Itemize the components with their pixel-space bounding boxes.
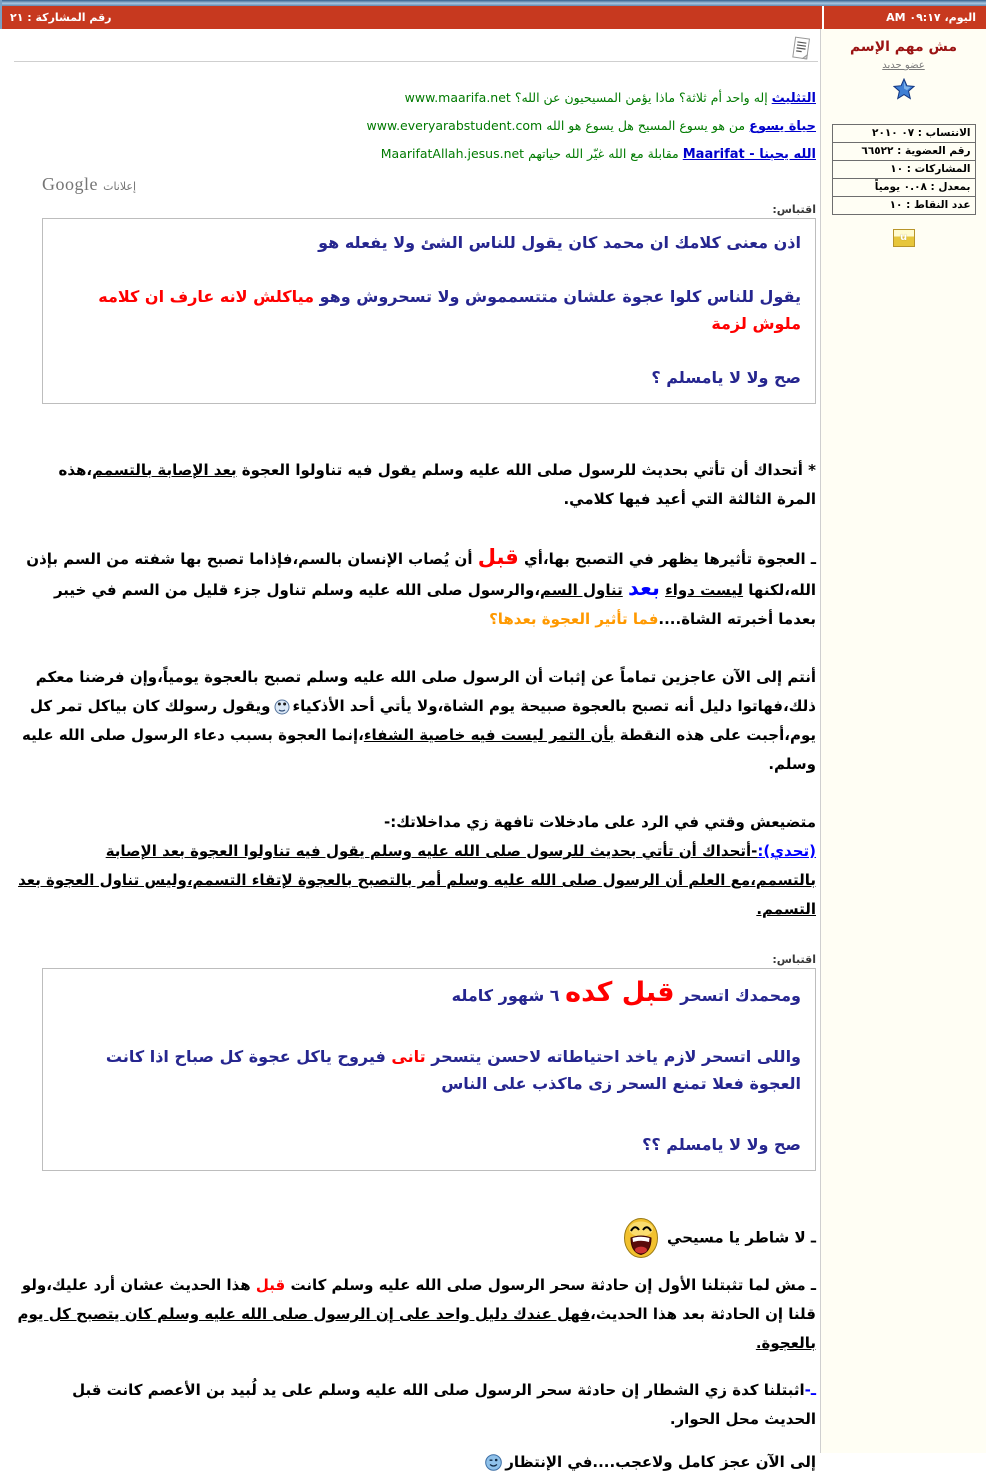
stat-post-count: المشاركات : ١٠ — [833, 161, 975, 179]
ad-title-link[interactable]: حياة يسوع — [749, 119, 816, 134]
text-segment: بعد الإصابة بالتسمم — [92, 461, 237, 479]
ad-title-link[interactable]: الله يحبنا - Maarifat — [682, 147, 816, 162]
rolleyes-emoji-icon — [271, 697, 293, 715]
text-segment: ـ العجوة تأثيرها يظهر في التصبح بها،أي — [518, 550, 816, 568]
text-segment: واللى اتسحر لازم ياخد احتياطاته لاحسن يتسحر — [425, 1047, 801, 1066]
quote-label: اقتباس: — [772, 203, 816, 216]
blue-star-icon — [821, 78, 986, 104]
quote-gap — [57, 337, 801, 364]
username-link[interactable]: مش مهم الإسم — [849, 39, 958, 55]
text-segment: فهل عندك دليل واحد على إن الرسول صلى الله عليه وسلم كان يتصبح كل يوم بالعجوة. — [17, 1305, 816, 1352]
ad-url-link[interactable]: www.maarifa.net — [404, 90, 511, 105]
post-separator — [14, 61, 818, 62]
laugh-emoji-icon — [620, 1229, 662, 1247]
ad-description: من هو يسوع المسيح هل يسوع هو الله — [546, 118, 746, 133]
quote-line — [57, 1043, 801, 1097]
post-document-icon — [790, 36, 812, 66]
post-paragraph — [16, 663, 816, 779]
text-segment: مياكلش لانه عارف ان كلامه ملوش لزمة — [98, 287, 801, 333]
text-segment: ،إنما العجوة بسبب دعاء الرسول صلى الله عليه وسلم. — [22, 726, 816, 773]
text-segment: يقول للناس كلوا عجوة علشان متتسمموش ولا تسحروش وهو — [314, 287, 801, 306]
google-ads-attribution[interactable] — [42, 174, 816, 195]
quote-box — [42, 968, 816, 1171]
quote-gap — [57, 1009, 801, 1043]
text-segment: هذا الحديث عشان أرد عليك،ولو قلنا إن الحادثة بعد هذا الحديث، — [21, 1276, 816, 1323]
text-segment: ليست دواء — [665, 581, 744, 599]
quote-line — [57, 229, 801, 256]
text-segment: -أتحداك أن تأتي بحديث للرسول صلى الله عليه وسلم يقول فيه تناولوا العجوة بعد الإصابة بالتسمم،مع العلم أن الرسول صلى الله عليه وسلم أمر بالتصبح بالعجوة لإتقاء التسمم،وليس تناول العجوة بعد التسمم. — [18, 842, 816, 918]
wink-emoji-icon — [482, 1453, 505, 1471]
post-paragraph — [16, 808, 816, 837]
text-segment: صح ولا لا يامسلم ؟؟ — [642, 1135, 801, 1154]
text-segment: إلى الآن عجز كامل ولاعجب....في الإنتظار — [505, 1453, 816, 1471]
quote-line — [57, 1131, 801, 1158]
text-segment: تناول السم — [540, 581, 623, 599]
text-segment: قبل كده — [565, 977, 675, 1008]
post-header-bar — [0, 6, 986, 29]
text-segment: أن يُصاب الإنسان بالسم،فإذاما تصبح بها شفته من السم بإذن الله،لكنها — [26, 550, 816, 599]
post-time: اليوم، ٠٩:١٧ AM — [822, 6, 986, 29]
text-segment: بعد — [628, 576, 660, 600]
text-segment: ويقول رسولك كان بياكل تمر كل يوم،أجبت على هذه النقطة — [30, 697, 816, 744]
text-segment: قبل — [477, 545, 519, 569]
text-segment: * أتحداك أن تأتي بحديث للرسول صلى الله عليه وسلم يقول فيه تناولوا العجوة — [236, 461, 816, 479]
ad-url-link[interactable]: www.everyarabstudent.com — [366, 118, 543, 133]
quote-gap — [57, 256, 801, 283]
post-paragraph — [16, 543, 816, 634]
stat-post-rate: بمعدل : ٠.٠٨ يومياً — [833, 179, 975, 197]
user-title: عضو جديد — [882, 60, 925, 71]
ad-url-link[interactable]: MaarifatAllah.jesus.net — [380, 146, 525, 161]
quote-line — [57, 283, 801, 337]
ad-row — [16, 84, 816, 112]
stat-points: عدد النقاط : ١٠ — [889, 199, 971, 211]
text-segment: ،والرسول صلى الله عليه وسلم تناول جزء قليل من السم في خيبر بعدما أخبرته الشاة.... — [53, 581, 816, 628]
quote-box — [42, 218, 816, 404]
stat-member-id: رقم العضوية : ٦٦٥٢٢ — [833, 143, 975, 161]
post-content-cell — [0, 29, 820, 1471]
ad-title-link[interactable]: التثليث — [771, 91, 816, 106]
stat-join-date: الانتساب : ٠٧ ٢٠١٠ — [833, 125, 975, 143]
text-segment: ٦ شهور كامله — [451, 986, 566, 1005]
text-segment: اذن معنى كلامك ان محمد كان يقول للناس الشئ ولا يفعله هو — [318, 233, 801, 252]
gold-status-icon[interactable]: u — [893, 229, 915, 247]
ad-description: إله واحد أم ثلاثة؟ ماذا يؤمن المسيحيون عن الله؟ — [514, 90, 768, 105]
quote-gap — [57, 1097, 801, 1131]
text-segment: ومحمدك اتسحر — [674, 986, 801, 1005]
post-paragraph — [16, 1448, 816, 1477]
quote-label: اقتباس: — [772, 953, 816, 966]
post-number: رقم المشاركة : ٢١ — [10, 11, 112, 24]
text-segment: ،هذه المرة الثالثة التي أعيد فيها كلامي. — [58, 461, 816, 508]
text-segment: (تحدي): — [757, 842, 816, 860]
post-paragraph — [16, 456, 816, 514]
ad-description: مقابلة مع الله غيّر الله حياتهم — [528, 146, 679, 161]
text-segment: اثبتلنا كدة زي الشطار إن حادثة سحر الرسول صلى الله عليه وسلم على يد لُبيد بن الأعصم كانت قبل الحديث محل الحوار. — [72, 1381, 816, 1428]
text-segment: قبل — [255, 1276, 286, 1294]
text-segment: فما تأثير العجوة بعدها؟ — [489, 610, 659, 628]
text-segment: بأن التمر ليست فيه خاصية الشفاء — [363, 726, 615, 744]
quote-line — [57, 979, 801, 1009]
text-segment: صح ولا لا يامسلم ؟ — [651, 368, 801, 387]
text-segment: ـ- — [804, 1381, 816, 1399]
post-paragraph — [16, 1217, 816, 1259]
post-icon-row — [16, 29, 816, 61]
post-body — [16, 203, 816, 1477]
user-info-sidebar — [820, 29, 986, 1453]
post-paragraph — [16, 1271, 816, 1358]
post-row — [0, 29, 986, 1471]
user-stats-table — [832, 124, 976, 215]
ads-label: إعلانات — [103, 180, 137, 193]
text-segment: ـ لا شاطر يا مسيحي — [661, 1228, 816, 1247]
post-paragraph — [16, 1376, 816, 1434]
text-segment: فيروح ياكل عجوة كل صباح اذا كانت العجوة فعلا تمنع السحر زى ماكذب على الناس — [105, 1047, 801, 1093]
post-paragraph — [16, 837, 816, 924]
quote-line — [57, 364, 801, 391]
text-segment: تانى — [391, 1047, 426, 1066]
text-segment: متضيعش وقتي في الرد على مادخلات تافهة زي مداخلاتك:- — [383, 813, 816, 831]
google-logo: Google — [42, 174, 98, 194]
ad-row — [16, 112, 816, 140]
text-segment: أنتم إلى الآن عاجزين تماماً عن إثبات أن الرسول صلى الله عليه وسلم تصبح بالعجوة يومياً،وإن فرضنا معكم ذلك،فهاتوا دليل أنه تصبح بالعجوة صبيحة يوم الشاة،ولا يأتي أحد الأذكياء — [35, 668, 816, 715]
ad-row — [16, 140, 816, 168]
text-segment: ـ مش لما تثبتلنا الأول إن حادثة سحر الرسول صلى الله عليه وسلم كانت — [285, 1276, 816, 1294]
google-ads-block — [16, 84, 816, 168]
